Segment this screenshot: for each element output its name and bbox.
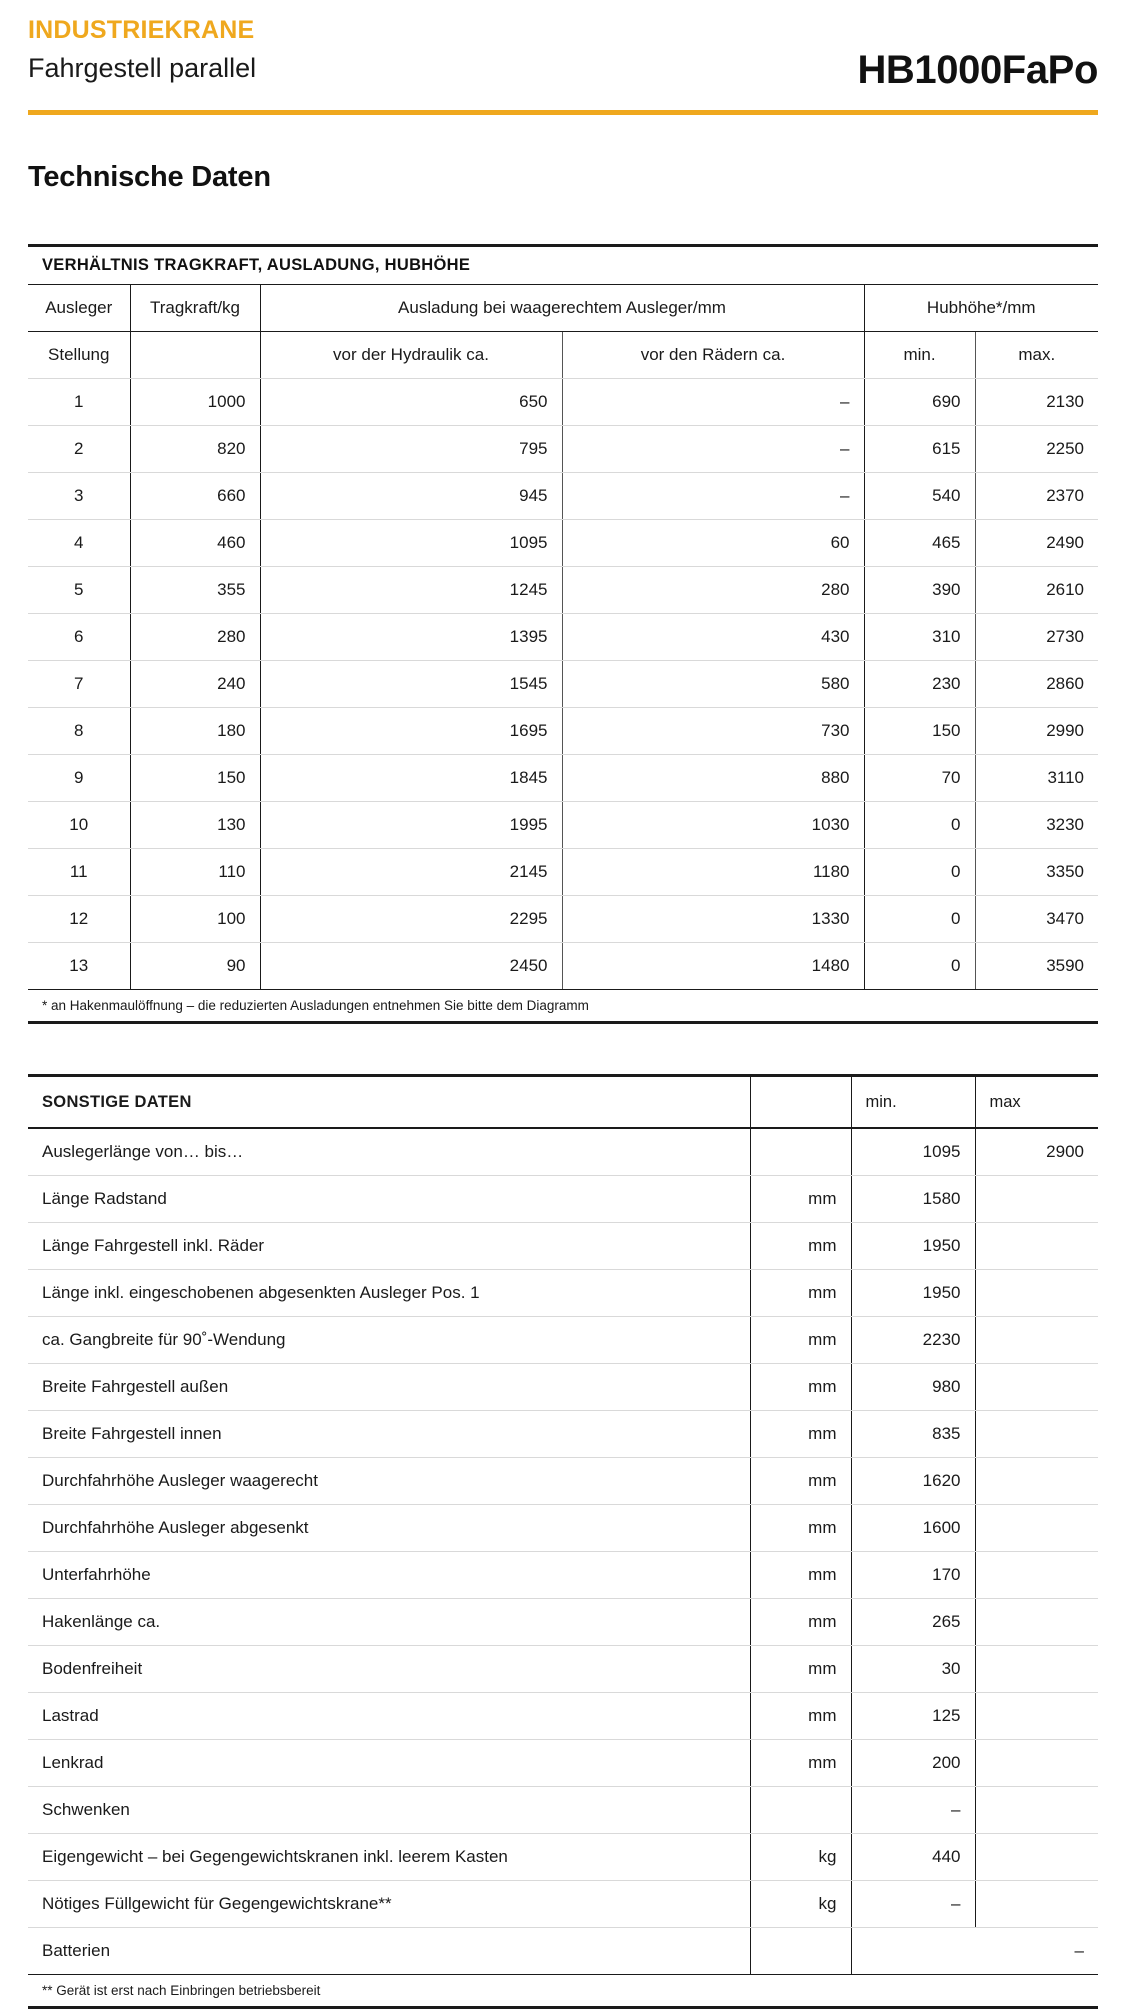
cell-stellung: 6: [28, 614, 130, 661]
cell-hydraulik: 1995: [260, 802, 562, 849]
cell-stellung: 10: [28, 802, 130, 849]
cell-hub-max: 3470: [975, 896, 1098, 943]
cell-label: ca. Gangbreite für 90˚-Wendung: [28, 1317, 750, 1364]
table1-section-title: VERHÄLTNIS TRAGKRAFT, AUSLADUNG, HUBHÖHE: [42, 256, 471, 274]
cell-raeder: 60: [562, 520, 864, 567]
cell-max: [975, 1505, 1098, 1552]
cell-max: [975, 1270, 1098, 1317]
cell-unit: mm: [750, 1505, 851, 1552]
cell-unit: mm: [750, 1693, 851, 1740]
cell-min: –: [851, 1787, 975, 1834]
cell-max: [975, 1176, 1098, 1223]
th-hubhoehe-min: min.: [864, 332, 975, 379]
cell-hydraulik: 1845: [260, 755, 562, 802]
cell-raeder: 580: [562, 661, 864, 708]
page-title: Technische Daten: [28, 161, 271, 193]
th-ausleger: Ausleger: [28, 285, 130, 332]
table-row: [28, 379, 1098, 426]
cell-hydraulik: 1245: [260, 567, 562, 614]
cell-stellung: 8: [28, 708, 130, 755]
cell-unit: mm: [750, 1599, 851, 1646]
table2-footnote: ** Gerät ist erst nach Einbringen betriebsbereit: [42, 1983, 321, 1998]
cell-hydraulik: 650: [260, 379, 562, 426]
cell-raeder: 280: [562, 567, 864, 614]
table1-header-row-1: [28, 285, 1098, 332]
cell-tragkraft: 820: [130, 426, 260, 473]
cell-stellung: 11: [28, 849, 130, 896]
table-row: [28, 943, 1098, 990]
cell-raeder: –: [562, 426, 864, 473]
cell-max: [975, 1317, 1098, 1364]
cell-raeder: 1030: [562, 802, 864, 849]
cell-unit: kg: [750, 1881, 851, 1928]
cell-hub-min: 0: [864, 849, 975, 896]
table-row: [28, 1646, 1098, 1693]
cell-unit: mm: [750, 1270, 851, 1317]
table-sonstige-daten-block: [28, 1074, 1098, 2009]
cell-raeder: 1180: [562, 849, 864, 896]
th-ausladung-group: Ausladung bei waagerechtem Ausleger/mm: [260, 285, 864, 332]
cell-max: [975, 1740, 1098, 1787]
table-tragkraft-ausladung-hubhoehe: [28, 285, 1098, 989]
th-tragkraft-sub: [130, 332, 260, 379]
cell-stellung: 1: [28, 379, 130, 426]
table-row: [28, 1552, 1098, 1599]
cell-tragkraft: 130: [130, 802, 260, 849]
cell-max: [975, 1834, 1098, 1881]
table-row: [28, 849, 1098, 896]
cell-min: 1950: [851, 1270, 975, 1317]
cell-min: –: [851, 1881, 975, 1928]
table-row: [28, 1693, 1098, 1740]
table-row: [28, 1458, 1098, 1505]
cell-hydraulik: 2450: [260, 943, 562, 990]
cell-label: Batterien: [42, 1941, 111, 1960]
cell-tragkraft: 460: [130, 520, 260, 567]
brand-title: INDUSTRIEKRANE: [28, 16, 255, 44]
cell-hub-min: 465: [864, 520, 975, 567]
cell-min: 2230: [851, 1317, 975, 1364]
cell-stellung: 13: [69, 956, 89, 975]
cell-max: [975, 1411, 1098, 1458]
cell-hub-max: 2130: [975, 379, 1098, 426]
cell-unit: [750, 1928, 851, 1975]
table-row: [28, 614, 1098, 661]
th-hubhoehe-group: Hubhöhe*/mm: [864, 285, 1098, 332]
cell-tragkraft: 1000: [130, 379, 260, 426]
cell-max: [975, 1787, 1098, 1834]
cell-hub-min: 0: [864, 896, 975, 943]
cell-min: 125: [851, 1693, 975, 1740]
cell-max: [975, 1646, 1098, 1693]
cell-hub-max: 2610: [975, 567, 1098, 614]
table-row: [28, 708, 1098, 755]
cell-label: Länge Fahrgestell inkl. Räder: [28, 1223, 750, 1270]
th-vor-hydraulik: vor der Hydraulik ca.: [260, 332, 562, 379]
cell-tragkraft: 180: [130, 708, 260, 755]
cell-hub-max: 2730: [975, 614, 1098, 661]
cell-raeder: 430: [562, 614, 864, 661]
cell-tragkraft: 280: [130, 614, 260, 661]
cell-hub-min: 615: [864, 426, 975, 473]
cell-hub-min: 70: [864, 755, 975, 802]
cell-hydraulik: 1695: [260, 708, 562, 755]
table-row: [28, 1411, 1098, 1458]
table-row: [28, 1787, 1098, 1834]
cell-hub-min: 0: [864, 943, 975, 990]
cell-label: Eigengewicht – bei Gegengewichtskranen inkl. leerem Kasten: [28, 1834, 750, 1881]
cell-tragkraft: 90: [130, 943, 260, 990]
cell-max: –: [1074, 1941, 1084, 1960]
cell-hub-max: 3230: [975, 802, 1098, 849]
table-row: [28, 1834, 1098, 1881]
table-row: [28, 1740, 1098, 1787]
cell-hub-min: 0: [864, 802, 975, 849]
table1-footnote: * an Hakenmaulöffnung – die reduzierten Ausladungen entnehmen Sie bitte dem Diagramm: [42, 998, 589, 1013]
table-row: [28, 896, 1098, 943]
table1-header-row-2: [28, 332, 1098, 379]
cell-stellung: 3: [28, 473, 130, 520]
cell-unit: kg: [750, 1834, 851, 1881]
table-row: [28, 1223, 1098, 1270]
cell-max: [975, 1552, 1098, 1599]
table-row: [28, 1364, 1098, 1411]
table-row: [28, 1505, 1098, 1552]
cell-hub-min: 310: [864, 614, 975, 661]
cell-unit: mm: [750, 1411, 851, 1458]
cell-unit: mm: [750, 1223, 851, 1270]
cell-hydraulik: 795: [260, 426, 562, 473]
table-row: [28, 802, 1098, 849]
table-row: [28, 1881, 1098, 1928]
cell-hub-max: 2990: [975, 708, 1098, 755]
cell-hub-min: 390: [864, 567, 975, 614]
cell-hub-max: 2370: [975, 473, 1098, 520]
cell-hub-max: 2250: [975, 426, 1098, 473]
cell-min: 440: [851, 1834, 975, 1881]
cell-stellung: 2: [28, 426, 130, 473]
cell-raeder: 1480: [562, 943, 864, 990]
table-row: [28, 1317, 1098, 1364]
model-code: HB1000FaPo: [857, 48, 1098, 92]
cell-min: 170: [851, 1552, 975, 1599]
cell-max: [975, 1223, 1098, 1270]
cell-label: Lenkrad: [28, 1740, 750, 1787]
table-row: [28, 1599, 1098, 1646]
cell-stellung: 12: [28, 896, 130, 943]
cell-min: 265: [851, 1599, 975, 1646]
cell-min: 30: [851, 1646, 975, 1693]
cell-min: 1580: [851, 1176, 975, 1223]
cell-min: 200: [851, 1740, 975, 1787]
cell-max: [975, 1364, 1098, 1411]
table-row: [28, 1928, 1098, 1975]
table-tragkraft-block: [28, 244, 1098, 1024]
cell-hub-max: 3350: [975, 849, 1098, 896]
table-row: [28, 520, 1098, 567]
header-subtitle: Fahrgestell parallel: [28, 52, 257, 83]
cell-label: Bodenfreiheit: [28, 1646, 750, 1693]
cell-unit: mm: [750, 1317, 851, 1364]
cell-stellung: 7: [28, 661, 130, 708]
table-row: [28, 567, 1098, 614]
cell-hub-max: 2490: [975, 520, 1098, 567]
table-row: [28, 661, 1098, 708]
cell-hub-min: 150: [864, 708, 975, 755]
cell-tragkraft: 100: [130, 896, 260, 943]
cell-tragkraft: 150: [130, 755, 260, 802]
cell-hub-min: 230: [864, 661, 975, 708]
cell-unit: mm: [750, 1740, 851, 1787]
cell-tragkraft: 240: [130, 661, 260, 708]
table-row: [28, 1176, 1098, 1223]
cell-hub-max: 3110: [975, 755, 1098, 802]
cell-raeder: 1330: [562, 896, 864, 943]
th-hubhoehe-max: max.: [975, 332, 1098, 379]
cell-unit: mm: [750, 1364, 851, 1411]
cell-label: Breite Fahrgestell außen: [28, 1364, 750, 1411]
table-row: [28, 426, 1098, 473]
cell-label: Hakenlänge ca.: [28, 1599, 750, 1646]
cell-label: Breite Fahrgestell innen: [28, 1411, 750, 1458]
cell-stellung: 9: [28, 755, 130, 802]
cell-min: 1095: [851, 1128, 975, 1176]
document-header: [28, 0, 1098, 104]
cell-label: Länge Radstand: [28, 1176, 750, 1223]
cell-hub-min: 690: [864, 379, 975, 426]
cell-label: Nötiges Füllgewicht für Gegengewichtskrane**: [28, 1881, 750, 1928]
cell-max: [975, 1599, 1098, 1646]
cell-label: Lastrad: [28, 1693, 750, 1740]
th-sonstige-daten: SONSTIGE DATEN: [28, 1077, 750, 1128]
table-row: [28, 1270, 1098, 1317]
cell-max: 2900: [975, 1128, 1098, 1176]
cell-label: Unterfahrhöhe: [28, 1552, 750, 1599]
accent-rule: [28, 110, 1098, 115]
cell-hydraulik: 2295: [260, 896, 562, 943]
cell-label: Durchfahrhöhe Ausleger abgesenkt: [28, 1505, 750, 1552]
cell-raeder: –: [562, 379, 864, 426]
cell-min: 980: [851, 1364, 975, 1411]
cell-min: 1600: [851, 1505, 975, 1552]
cell-raeder: –: [562, 473, 864, 520]
table-sonstige-daten: [28, 1077, 1098, 1974]
th-min: min.: [851, 1077, 975, 1128]
cell-hydraulik: 2145: [260, 849, 562, 896]
cell-hydraulik: 1395: [260, 614, 562, 661]
table2-body: [28, 1128, 1098, 1974]
cell-hub-min: 540: [864, 473, 975, 520]
cell-label: Auslegerlänge von… bis…: [28, 1128, 750, 1176]
cell-unit: mm: [750, 1552, 851, 1599]
cell-label: Länge inkl. eingeschobenen abgesenkten Ausleger Pos. 1: [28, 1270, 750, 1317]
cell-unit: [750, 1787, 851, 1834]
th-max: max: [975, 1077, 1098, 1128]
cell-stellung: 5: [28, 567, 130, 614]
cell-unit: [750, 1128, 851, 1176]
cell-hub-max: 3590: [975, 943, 1098, 990]
th-stellung: Stellung: [28, 332, 130, 379]
cell-raeder: 880: [562, 755, 864, 802]
cell-min: [851, 1928, 975, 1975]
cell-tragkraft: 110: [130, 849, 260, 896]
th-unit: [750, 1077, 851, 1128]
table-row: [28, 1128, 1098, 1176]
cell-raeder: 730: [562, 708, 864, 755]
table-row: [28, 473, 1098, 520]
cell-max: [975, 1693, 1098, 1740]
cell-unit: mm: [750, 1458, 851, 1505]
table-row: [28, 755, 1098, 802]
cell-hub-max: 2860: [975, 661, 1098, 708]
table1-body: [28, 379, 1098, 990]
cell-stellung: 4: [28, 520, 130, 567]
cell-label: Schwenken: [28, 1787, 750, 1834]
cell-hydraulik: 1545: [260, 661, 562, 708]
cell-tragkraft: 355: [130, 567, 260, 614]
cell-max: [975, 1458, 1098, 1505]
table2-header-row: [28, 1077, 1098, 1128]
cell-min: 1950: [851, 1223, 975, 1270]
table1-footnote-rule: [28, 1021, 1098, 1024]
cell-min: 835: [851, 1411, 975, 1458]
th-vor-raedern: vor den Rädern ca.: [562, 332, 864, 379]
cell-hydraulik: 1095: [260, 520, 562, 567]
cell-unit: mm: [750, 1176, 851, 1223]
cell-max: [975, 1881, 1098, 1928]
cell-min: 1620: [851, 1458, 975, 1505]
cell-hydraulik: 945: [260, 473, 562, 520]
th-tragkraft: Tragkraft/kg: [130, 285, 260, 332]
cell-label: Durchfahrhöhe Ausleger waagerecht: [28, 1458, 750, 1505]
cell-unit: mm: [750, 1646, 851, 1693]
cell-tragkraft: 660: [130, 473, 260, 520]
